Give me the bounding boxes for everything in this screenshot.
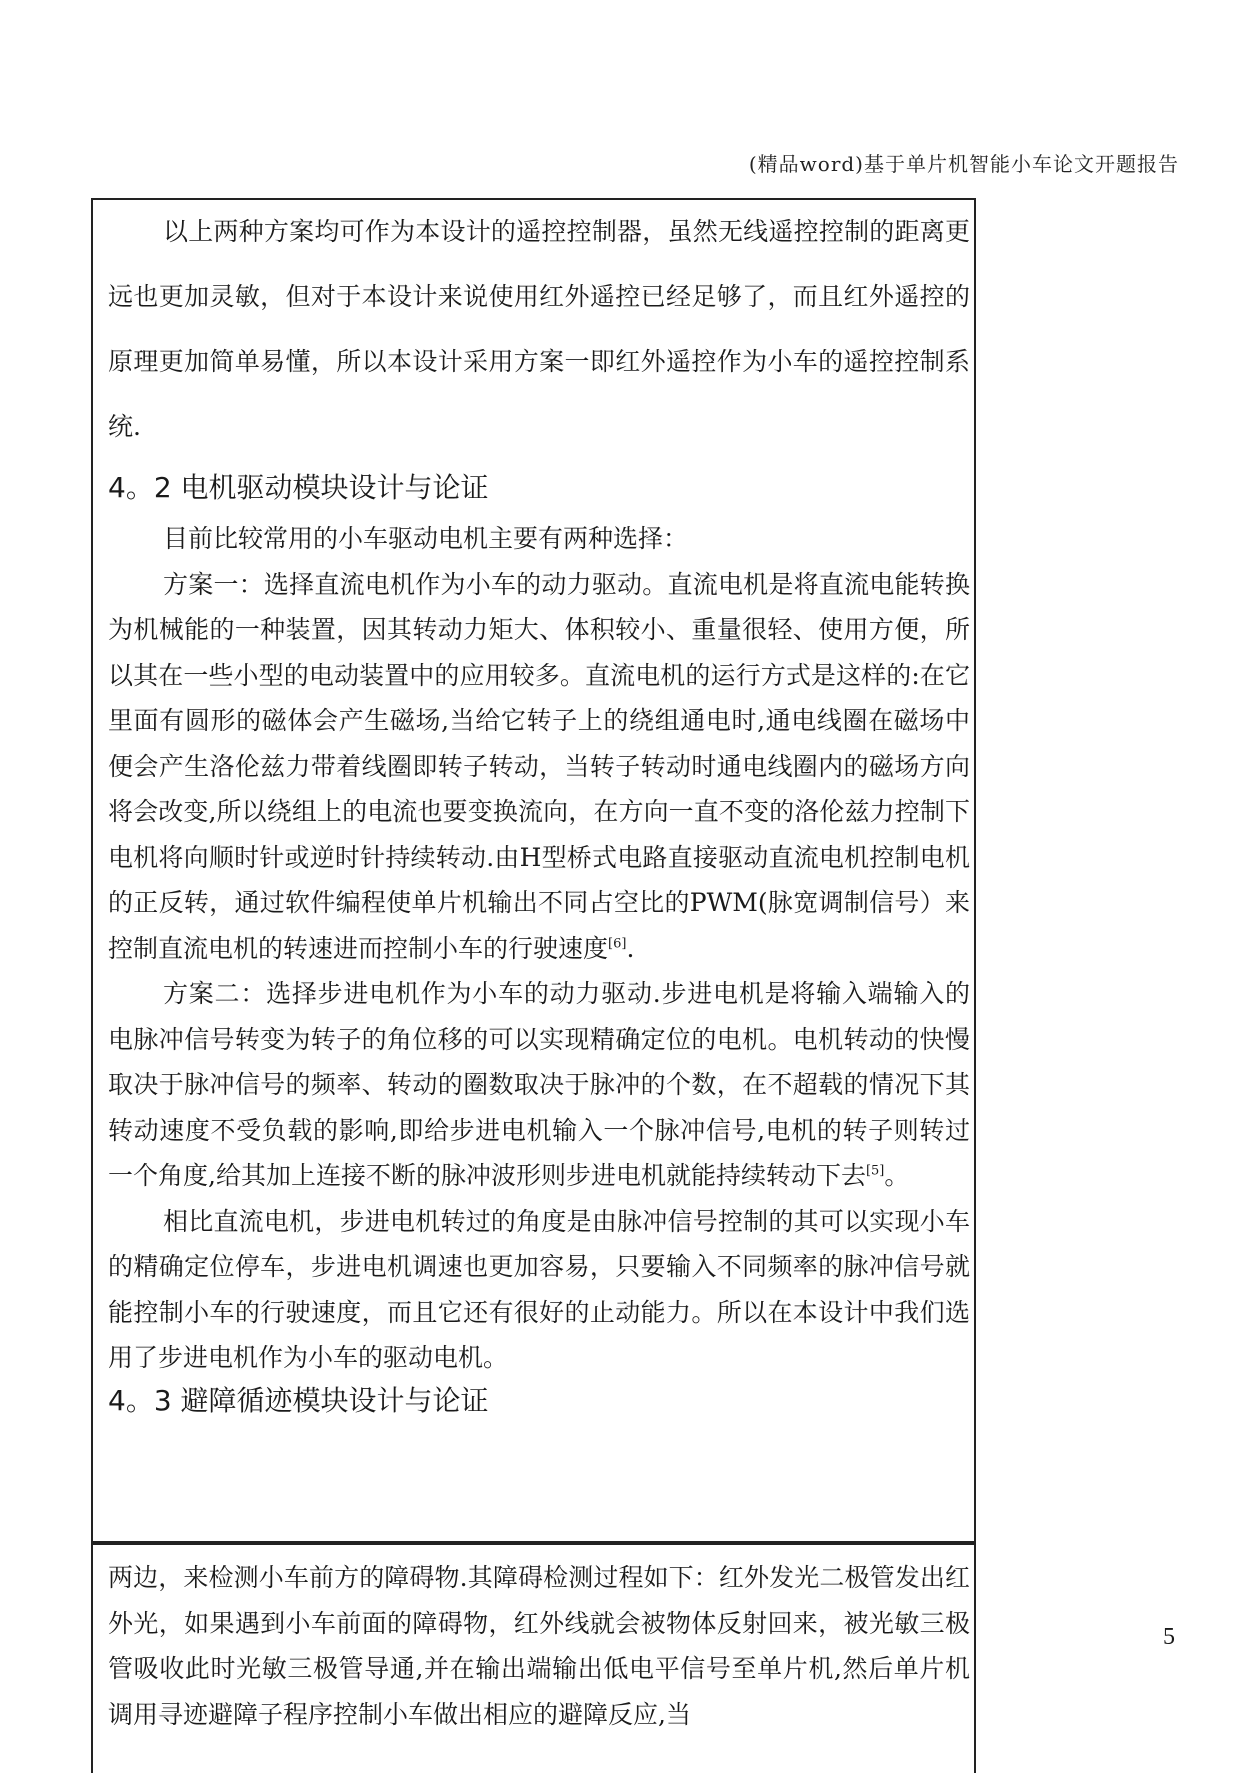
- section-heading-4-3: 4。3 避障循迹模块设计与论证: [108, 1383, 489, 1417]
- comparison-paragraph: 相比直流电机，步进电机转过的角度是由脉冲信号控制的其可以实现小车的精确定位停车，步进电机调速也更加容易，只要输入不同频率的脉冲信号就能控制小车的行驶速度，而且它还有很好的止动能力。所以在本设计中我们选用了步进电机作为小车的驱动电机。: [108, 1206, 970, 1372]
- scheme1-text: 方案一：选择直流电机作为小车的动力驱动。直流电机是将直流电能转换为机械能的一种装置，因其转动力矩大、体积较小、重量很轻、使用方便，所以其在一些小型的电动装置中的应用较多。直流电机的运行方式是这样的:在它里面有圆形的磁体会产生磁场,当给它转子上的绕组通电时,通电线圈在磁场中便会产生洛伦兹力带着线圈即转子转动，当转子转动时通电线圈内的磁场方向将会改变,所以绕组上的电流也要变换流向，在方向一直不变的洛伦兹力控制下电机将向顺时针或逆时针持续转动.由H型桥式电路直接驱动直流电机控制电机的正反转，通过软件编程使单片机输出不同占空比的PWM(脉宽调制信号）来控制直流电机的转速进而控制小车的行驶速度: [108, 569, 970, 963]
- continued-content: [108, 1555, 970, 1737]
- obstacle-detection-paragraph: 两边，来检测小车前方的障碍物.其障碍检测过程如下：红外发光二极管发出红外光，如果遇到小车前面的障碍物，红外线就会被物体反射回来，被光敏三极管吸收此时光敏三极管导通,并在输出端输出低电平信号至单片机,然后单片机调用寻迹避障子程序控制小车做出相应的避障反应,当: [108, 1563, 970, 1729]
- motor-intro-paragraph: 目前比较常用的小车驱动电机主要有两种选择：: [163, 524, 689, 553]
- page-number: 5: [1163, 1624, 1175, 1650]
- intro-paragraph: 以上两种方案均可作为本设计的遥控控制器，虽然无线遥控控制的距离更远也更加灵敏，但对于本设计来说使用红外遥控已经足够了，而且红外遥控的原理更加简单易懂，所以本设计采用方案一即红外遥控作为小车的遥控控制系统.: [108, 217, 970, 441]
- scheme2-end: 。: [884, 1161, 910, 1190]
- document-header-title: (精品word)基于单片机智能小车论文开题报告: [748, 152, 1179, 176]
- citation-5: [5]: [865, 1163, 885, 1179]
- scheme2-text: 方案二：选择步进电机作为小车的动力驱动.步进电机是将输入端输入的电脉冲信号转变为转子的角位移的可以实现精确定位的电机。电机转动的快慢取决于脉冲信号的频率、转动的圈数取决于脉冲的个数，在不超载的情况下其转动速度不受负载的影响,即给步进电机输入一个脉冲信号,电机的转子则转过一个角度,给其加上连接不断的脉冲波形则步进电机就能持续转动下去: [108, 979, 970, 1190]
- scheme2-paragraph: [108, 971, 970, 1199]
- main-content: [108, 199, 970, 1421]
- scheme1-end: .: [626, 933, 635, 963]
- citation-6: [6]: [608, 936, 627, 952]
- section-heading-4-2: 4。2 电机驱动模块设计与论证: [108, 471, 489, 504]
- scheme1-paragraph: [108, 562, 970, 972]
